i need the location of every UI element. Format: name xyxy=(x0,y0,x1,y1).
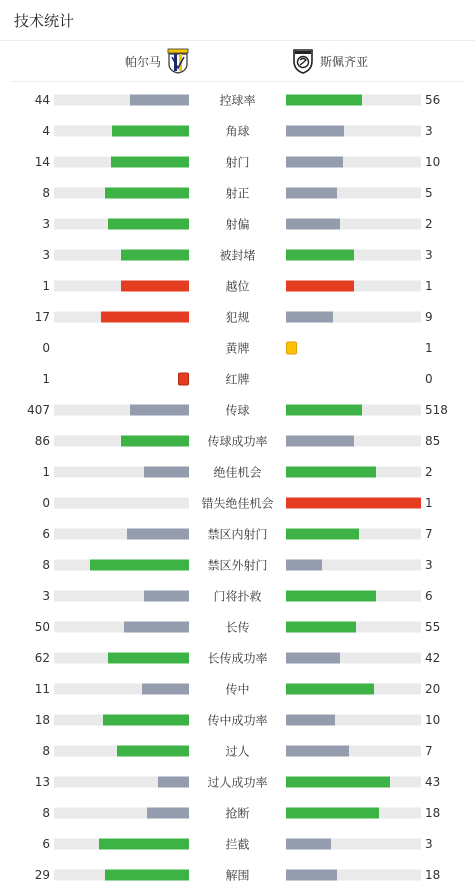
stat-row xyxy=(0,487,475,518)
away-team-name: 斯佩齐亚 xyxy=(320,54,369,69)
home-stat-bar xyxy=(54,776,189,787)
home-stat-value: 3 xyxy=(42,588,50,603)
home-stat-bar-fill xyxy=(121,435,189,446)
home-stat-value: 1 xyxy=(42,464,50,479)
away-stat-bar xyxy=(286,280,421,291)
away-stat-bar xyxy=(286,590,421,601)
away-team[interactable] xyxy=(292,45,368,77)
home-stat-bar xyxy=(54,280,189,291)
home-stat-value: 1 xyxy=(42,371,50,386)
spezia-crest-icon xyxy=(292,48,314,74)
home-stat-value: 29 xyxy=(34,867,50,882)
home-stat-value: 8 xyxy=(42,743,50,758)
home-stat-value: 8 xyxy=(42,805,50,820)
home-stat-bar xyxy=(54,838,189,849)
home-stat-bar-fill xyxy=(111,156,189,167)
away-stat-value: 0 xyxy=(425,371,433,386)
stat-label: 长传 xyxy=(225,620,250,634)
stat-row xyxy=(0,580,475,611)
stat-row xyxy=(0,859,475,888)
stat-row xyxy=(0,611,475,642)
away-stat-value: 1 xyxy=(425,495,433,510)
home-stat-bar-fill xyxy=(105,869,189,880)
stat-label: 控球率 xyxy=(219,93,256,107)
away-stat-bar xyxy=(286,838,421,849)
away-stat-value: 10 xyxy=(425,154,441,169)
away-stat-bar-fill xyxy=(286,466,376,477)
stat-row xyxy=(0,363,475,394)
home-stat-bar-fill xyxy=(121,280,189,291)
teams-divider xyxy=(10,81,465,82)
home-stat-value: 3 xyxy=(42,216,50,231)
stat-row xyxy=(0,270,475,301)
home-stat-bar-fill xyxy=(103,714,189,725)
stat-row xyxy=(0,146,475,177)
home-stat-value: 50 xyxy=(34,619,50,634)
home-stat-value: 0 xyxy=(42,495,50,510)
away-stat-bar-fill xyxy=(286,311,333,322)
stat-row xyxy=(0,735,475,766)
home-stat-bar xyxy=(54,559,189,570)
home-stat-value: 44 xyxy=(34,92,50,107)
away-stat-value: 42 xyxy=(425,650,441,665)
home-stat-bar-fill xyxy=(108,652,189,663)
home-stat-bar xyxy=(54,218,189,229)
away-stat-bar xyxy=(286,466,421,477)
home-stat-value: 8 xyxy=(42,557,50,572)
home-stat-bar xyxy=(54,528,189,539)
away-stat-value: 7 xyxy=(425,526,433,541)
home-stat-value: 62 xyxy=(34,650,50,665)
away-stat-bar xyxy=(286,218,421,229)
away-stat-value: 1 xyxy=(425,340,433,355)
home-stat-bar xyxy=(54,683,189,694)
away-stat-value: 3 xyxy=(425,123,433,138)
home-stat-bar-fill xyxy=(124,621,189,632)
stat-label: 绝佳机会 xyxy=(213,465,262,479)
away-stat-bar-fill xyxy=(286,187,337,198)
away-stat-bar xyxy=(286,807,421,818)
away-stat-bar xyxy=(286,187,421,198)
stat-row xyxy=(0,394,475,425)
away-stat-bar xyxy=(286,156,421,167)
stat-row xyxy=(0,518,475,549)
away-stat-bar-fill xyxy=(286,125,344,136)
away-stat-bar-fill xyxy=(286,807,379,818)
away-stat-bar-fill xyxy=(286,714,335,725)
away-stat-bar xyxy=(286,528,421,539)
home-stat-value: 6 xyxy=(42,526,50,541)
home-team[interactable] xyxy=(125,45,189,77)
home-stat-bar-fill xyxy=(144,466,189,477)
stats-list xyxy=(0,84,475,888)
stat-row xyxy=(0,828,475,859)
away-stat-bar-fill xyxy=(286,590,376,601)
home-stat-value: 11 xyxy=(34,681,50,696)
stat-label: 角球 xyxy=(225,124,250,138)
home-stat-bar-fill xyxy=(130,94,189,105)
stat-row xyxy=(0,301,475,332)
stat-label: 黄牌 xyxy=(225,341,250,355)
away-stat-bar-fill xyxy=(286,683,374,694)
home-stat-value: 86 xyxy=(34,433,50,448)
away-stat-value: 6 xyxy=(425,588,433,603)
stat-label: 犯规 xyxy=(225,310,250,324)
home-stat-value: 1 xyxy=(42,278,50,293)
away-stat-bar xyxy=(286,559,421,570)
away-stat-bar xyxy=(286,652,421,663)
away-stat-bar-fill xyxy=(286,869,337,880)
stat-row xyxy=(0,332,475,363)
stat-label: 禁区内射门 xyxy=(207,527,268,541)
away-stat-bar xyxy=(286,714,421,725)
home-stat-value: 407 xyxy=(27,402,50,417)
home-stat-value: 14 xyxy=(34,154,50,169)
away-stat-value: 18 xyxy=(425,805,441,820)
home-stat-value: 0 xyxy=(42,340,50,355)
away-stat-bar xyxy=(286,776,421,787)
stat-label: 拦截 xyxy=(225,837,250,851)
away-stat-value: 2 xyxy=(425,464,433,479)
stat-label: 禁区外射门 xyxy=(207,558,268,572)
home-stat-bar xyxy=(54,466,189,477)
stat-row xyxy=(0,642,475,673)
home-stat-bar xyxy=(54,869,189,880)
away-stat-value: 5 xyxy=(425,185,433,200)
stat-label: 红牌 xyxy=(225,372,250,386)
home-stat-bar-fill xyxy=(108,218,189,229)
away-stat-value: 518 xyxy=(425,402,448,417)
away-stat-bar-fill xyxy=(286,280,354,291)
red-card-icon xyxy=(178,372,189,385)
away-stat-bar-fill xyxy=(286,652,340,663)
stat-label: 抢断 xyxy=(225,806,250,820)
away-stat-bar xyxy=(286,404,421,415)
stat-label: 错失绝佳机会 xyxy=(201,496,274,510)
stat-row xyxy=(0,797,475,828)
home-stat-bar xyxy=(54,497,189,508)
stat-row xyxy=(0,115,475,146)
away-stat-bar-fill xyxy=(286,745,349,756)
away-stat-bar-fill xyxy=(286,497,421,508)
stat-label: 长传成功率 xyxy=(207,651,268,665)
away-stat-value: 7 xyxy=(425,743,433,758)
stat-row xyxy=(0,84,475,115)
away-stat-value: 1 xyxy=(425,278,433,293)
home-stat-bar-fill xyxy=(99,838,189,849)
stat-label: 越位 xyxy=(225,279,250,293)
away-stat-bar xyxy=(286,869,421,880)
away-stat-value: 56 xyxy=(425,92,441,107)
away-stat-value: 9 xyxy=(425,309,433,324)
stat-label: 传中成功率 xyxy=(207,713,268,727)
home-stat-bar-fill xyxy=(144,590,189,601)
stat-label: 射偏 xyxy=(225,217,250,231)
home-stat-bar-fill xyxy=(142,683,189,694)
away-stat-bar-fill xyxy=(286,621,356,632)
away-stat-bar-fill xyxy=(286,94,362,105)
stat-label: 解围 xyxy=(225,868,250,882)
away-stat-bar xyxy=(286,683,421,694)
away-stat-bar xyxy=(286,249,421,260)
home-stat-value: 17 xyxy=(34,309,50,324)
home-stat-bar xyxy=(54,807,189,818)
page-title: 技术统计 xyxy=(14,12,75,30)
teams-header xyxy=(0,45,475,77)
home-stat-bar-fill xyxy=(130,404,189,415)
home-stat-value: 6 xyxy=(42,836,50,851)
away-stat-bar xyxy=(286,311,421,322)
stat-row xyxy=(0,766,475,797)
away-stat-bar xyxy=(286,497,421,508)
home-stat-bar-fill xyxy=(127,528,189,539)
home-stat-bar-fill xyxy=(101,311,189,322)
home-stat-bar-fill xyxy=(117,745,189,756)
away-stat-value: 55 xyxy=(425,619,441,634)
header-divider xyxy=(0,40,475,41)
away-stat-value: 18 xyxy=(425,867,441,882)
home-stat-bar xyxy=(54,621,189,632)
away-stat-bar-fill xyxy=(286,528,359,539)
away-stat-value: 2 xyxy=(425,216,433,231)
away-stat-bar-fill xyxy=(286,249,354,260)
yellow-card-icon xyxy=(286,341,297,354)
home-stat-bar xyxy=(54,156,189,167)
away-stat-bar-fill xyxy=(286,218,340,229)
parma-crest-icon xyxy=(167,48,189,74)
away-stat-value: 85 xyxy=(425,433,441,448)
stat-label: 被封堵 xyxy=(219,248,256,262)
home-stat-bar-fill xyxy=(105,187,189,198)
away-stat-bar xyxy=(286,94,421,105)
stat-label: 门将扑救 xyxy=(213,589,262,603)
home-stat-bar xyxy=(54,311,189,322)
stat-label: 传球 xyxy=(225,403,250,417)
away-stat-value: 3 xyxy=(425,557,433,572)
home-stat-value: 13 xyxy=(34,774,50,789)
away-stat-bar-fill xyxy=(286,776,390,787)
away-stat-bar-fill xyxy=(286,156,343,167)
stat-row xyxy=(0,549,475,580)
away-stat-bar xyxy=(286,435,421,446)
away-stat-bar-fill xyxy=(286,838,331,849)
home-stat-value: 3 xyxy=(42,247,50,262)
away-stat-value: 20 xyxy=(425,681,441,696)
away-stat-bar xyxy=(286,621,421,632)
away-stat-bar-fill xyxy=(286,559,322,570)
away-stat-bar xyxy=(286,125,421,136)
stat-row xyxy=(0,177,475,208)
home-stat-bar xyxy=(54,249,189,260)
away-stat-value: 43 xyxy=(425,774,441,789)
home-stat-bar xyxy=(54,435,189,446)
away-stat-value: 10 xyxy=(425,712,441,727)
stat-row xyxy=(0,704,475,735)
away-stat-value: 3 xyxy=(425,836,433,851)
away-stat-bar-fill xyxy=(286,435,354,446)
stat-label: 射正 xyxy=(225,186,250,200)
home-stat-bar-fill xyxy=(158,776,189,787)
home-stat-bar-fill xyxy=(147,807,189,818)
home-team-name: 帕尔马 xyxy=(124,54,161,69)
home-stat-bar xyxy=(54,590,189,601)
stat-label: 过人 xyxy=(225,744,250,758)
home-stat-value: 4 xyxy=(42,123,50,138)
home-stat-value: 18 xyxy=(34,712,50,727)
home-stat-bar-fill xyxy=(90,559,189,570)
stat-row xyxy=(0,673,475,704)
home-stat-bar xyxy=(54,714,189,725)
home-stat-bar-fill xyxy=(121,249,189,260)
away-stat-bar xyxy=(286,745,421,756)
home-stat-bar xyxy=(54,187,189,198)
stat-row xyxy=(0,425,475,456)
stat-row xyxy=(0,208,475,239)
stat-row xyxy=(0,456,475,487)
stat-label: 传球成功率 xyxy=(207,434,268,448)
home-stat-bar xyxy=(54,745,189,756)
home-stat-bar xyxy=(54,652,189,663)
away-stat-bar-fill xyxy=(286,404,362,415)
stat-row xyxy=(0,239,475,270)
home-stat-value: 8 xyxy=(42,185,50,200)
stat-label: 射门 xyxy=(225,155,250,169)
home-stat-bar-fill xyxy=(112,125,189,136)
home-stat-bar xyxy=(54,94,189,105)
home-stat-bar xyxy=(54,125,189,136)
stat-label: 传中 xyxy=(225,682,250,696)
stat-label: 过人成功率 xyxy=(207,775,268,789)
home-stat-bar xyxy=(54,404,189,415)
away-stat-value: 3 xyxy=(425,247,433,262)
